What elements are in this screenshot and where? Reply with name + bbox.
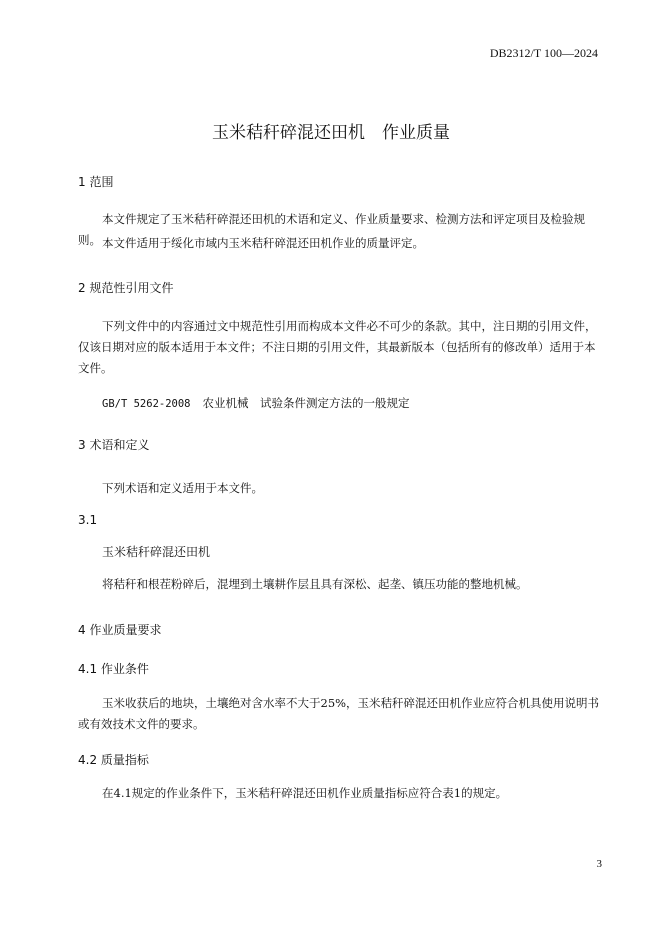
normative-reference [102, 395, 410, 411]
section-1-paragraph-1: 本文件规定了玉米秸秆碎混还田机的术语和定义、作业质量要求、检测方法和评定项目及检验规则。 [78, 212, 585, 247]
subsection-4-1-heading: 4.1 作业条件 [78, 662, 149, 676]
section-3-paragraph: 下列术语和定义适用于本文件。 [102, 481, 263, 495]
subsection-4-2-paragraph: 在4.1规定的作业条件下，玉米秸秆碎混还田机作业质量指标应符合表1的规定。 [102, 786, 508, 800]
page-number: 3 [596, 858, 602, 870]
section-3-heading: 3 术语和定义 [78, 438, 150, 452]
section-1-heading: 1 范围 [78, 175, 114, 189]
term-definition: 将秸秆和根茬粉碎后，混埋到土壤耕作层且具有深松、起垄、镇压功能的整地机械。 [102, 577, 528, 591]
subsection-4-1-paragraph: 玉米收获后的地块，土壤绝对含水率不大于25%，玉米秸秆碎混还田机作业应符合机具使用说明书或有效技术文件的要求。 [78, 696, 600, 731]
reference-code: GB/T 5262-2008 [102, 398, 191, 410]
term-heading: 玉米秸秆碎混还田机 [102, 545, 211, 559]
document-code: DB2312/T 100—2024 [489, 46, 598, 60]
reference-title: 农业机械 试验条件测定方法的一般规定 [202, 396, 410, 410]
subsection-4-2-heading: 4.2 质量指标 [78, 753, 149, 767]
section-2-paragraph: 下列文件中的内容通过文中规范性引用而构成本文件必不可少的条款。其中，注日期的引用文件，仅该日期对应的版本适用于本文件；不注日期的引用文件，其最新版本（包括所有的修改单）适用于本文件。 [78, 319, 597, 375]
document-title: 玉米秸秆碎混还田机 作业质量 [212, 123, 450, 143]
section-4-heading: 4 作业质量要求 [78, 623, 162, 637]
section-2-heading: 2 规范性引用文件 [78, 281, 174, 295]
section-1-paragraph-2: 本文件适用于绥化市域内玉米秸秆碎混还田机作业的质量评定。 [102, 236, 424, 250]
subsection-3-1-number: 3.1 [78, 513, 98, 527]
